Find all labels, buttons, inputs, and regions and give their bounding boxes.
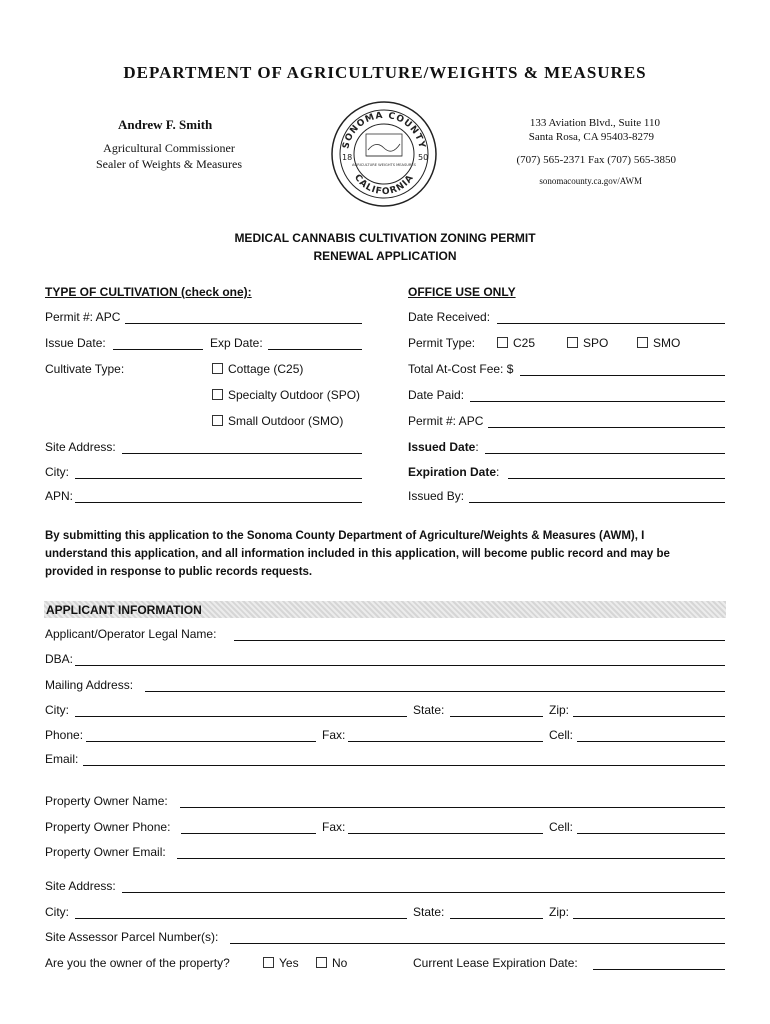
fee-field[interactable] xyxy=(520,375,725,376)
permit-number-label: Permit #: APC xyxy=(45,310,121,324)
lease-expiration-label: Current Lease Expiration Date: xyxy=(413,956,578,970)
checkbox-icon[interactable] xyxy=(637,337,648,348)
property-state-label: State: xyxy=(413,905,445,919)
permit-number-field[interactable] xyxy=(125,323,362,324)
issue-date-label: Issue Date: xyxy=(45,336,106,350)
dba-label: DBA: xyxy=(45,652,74,666)
permit-type-label: Permit Type: xyxy=(408,336,476,350)
applicant-state-field[interactable] xyxy=(450,716,543,717)
applicant-heading: APPLICANT INFORMATION xyxy=(46,603,202,617)
mailing-address-field[interactable] xyxy=(145,691,725,692)
owner-name-field[interactable] xyxy=(180,807,725,808)
owner-cell-field[interactable] xyxy=(577,833,725,834)
commissioner-role: Agricultural Commissioner xyxy=(103,141,235,155)
checkbox-icon[interactable] xyxy=(567,337,578,348)
issued-date-text: Issued Date xyxy=(408,440,476,454)
parcel-number-label: Site Assessor Parcel Number(s): xyxy=(45,930,219,944)
office-permit-field[interactable] xyxy=(488,427,725,428)
disclaimer-line-2: understand this application, and all information included in this application, will become public record and may be xyxy=(45,548,670,560)
owner-question-label: Are you the owner of the property? xyxy=(45,956,230,970)
checkbox-icon[interactable] xyxy=(263,957,274,968)
issued-date-label xyxy=(408,440,479,454)
seal-left-year: 18 xyxy=(342,153,353,162)
seal-top-text: SONOMA COUNTY xyxy=(341,110,427,150)
seal-right-year: 50 xyxy=(418,153,429,162)
owner-fax-field[interactable] xyxy=(348,833,543,834)
date-paid-field[interactable] xyxy=(470,401,725,402)
owner-phone-field[interactable] xyxy=(181,833,316,834)
applicant-city-label: City: xyxy=(45,703,69,717)
legal-name-field[interactable] xyxy=(234,640,725,641)
commissioner-name: Andrew F. Smith xyxy=(118,117,213,132)
svg-text:CALIFORNIA xyxy=(352,173,416,197)
city-label: City: xyxy=(45,465,69,479)
owner-email-field[interactable] xyxy=(177,858,725,859)
permit-type-smo-label: SMO xyxy=(653,336,681,350)
issued-date-field[interactable] xyxy=(485,453,725,454)
owner-no-label: No xyxy=(332,956,348,970)
legal-name-label: Applicant/Operator Legal Name: xyxy=(45,627,217,641)
owner-phone-label: Property Owner Phone: xyxy=(45,820,171,834)
property-city-field[interactable] xyxy=(75,918,407,919)
applicant-phone-field[interactable] xyxy=(86,741,316,742)
cultivation-heading: TYPE OF CULTIVATION (check one): xyxy=(45,285,252,299)
applicant-email-field[interactable] xyxy=(83,765,725,766)
office-use-heading: OFFICE USE ONLY xyxy=(408,285,516,299)
issue-date-field[interactable] xyxy=(113,349,203,350)
checkbox-icon[interactable] xyxy=(212,389,223,400)
option-small-outdoor-label: Small Outdoor (SMO) xyxy=(228,414,344,428)
seal-inner-text: AGRICULTURE WEIGHTS MEASURES xyxy=(352,163,416,167)
cultivate-type-label: Cultivate Type: xyxy=(45,362,125,376)
owner-yes-option[interactable] xyxy=(263,956,299,970)
permit-type-spo[interactable] xyxy=(567,336,608,350)
owner-fax-label: Fax: xyxy=(322,820,346,834)
date-received-label: Date Received: xyxy=(408,310,491,324)
applicant-fax-label: Fax: xyxy=(322,728,346,742)
issued-by-label: Issued By: xyxy=(408,489,465,503)
parcel-number-field[interactable] xyxy=(230,943,725,944)
property-site-address-field[interactable] xyxy=(122,892,725,893)
city-field[interactable] xyxy=(75,478,362,479)
applicant-email-label: Email: xyxy=(45,752,79,766)
form-subtitle: RENEWAL APPLICATION xyxy=(313,249,457,263)
apn-label: APN: xyxy=(45,489,74,503)
disclaimer-line-1: By submitting this application to the Sonoma County Department of Agriculture/Weights & Measures (AWM), I xyxy=(45,530,645,542)
issued-date-colon: : xyxy=(475,440,479,454)
applicant-phone-label: Phone: xyxy=(45,728,84,742)
site-address-field[interactable] xyxy=(122,453,362,454)
option-cottage[interactable] xyxy=(212,362,303,376)
permit-type-spo-label: SPO xyxy=(583,336,609,350)
exp-date-field[interactable] xyxy=(268,349,362,350)
checkbox-icon[interactable] xyxy=(316,957,327,968)
dba-field[interactable] xyxy=(75,665,725,666)
phone-fax: (707) 565-2371 Fax (707) 565-3850 xyxy=(516,154,676,166)
expiration-date-colon: : xyxy=(496,465,500,479)
address-line-2: Santa Rosa, CA 95403-8279 xyxy=(528,131,654,143)
owner-yes-label: Yes xyxy=(279,956,299,970)
option-specialty-outdoor-label: Specialty Outdoor (SPO) xyxy=(228,388,361,402)
owner-name-label: Property Owner Name: xyxy=(45,794,168,808)
lease-expiration-field[interactable] xyxy=(593,969,725,970)
expiration-date-label xyxy=(408,465,499,479)
owner-no-option[interactable] xyxy=(316,956,347,970)
option-small-outdoor[interactable] xyxy=(212,414,343,428)
property-zip-label: Zip: xyxy=(549,905,570,919)
svg-text:SONOMA COUNTY xyxy=(341,111,426,150)
site-address-label: Site Address: xyxy=(45,440,116,454)
sealer-role: Sealer of Weights & Measures xyxy=(95,157,243,171)
exp-date-label: Exp Date: xyxy=(210,336,263,350)
option-specialty-outdoor[interactable] xyxy=(212,388,360,402)
property-city-label: City: xyxy=(45,905,69,919)
applicant-cell-field[interactable] xyxy=(577,741,725,742)
applicant-cell-label: Cell: xyxy=(549,728,574,742)
applicant-city-field[interactable] xyxy=(75,716,407,717)
applicant-state-label: State: xyxy=(413,703,445,717)
property-state-field[interactable] xyxy=(450,918,543,919)
owner-cell-label: Cell: xyxy=(549,820,574,834)
applicant-zip-label: Zip: xyxy=(549,703,570,717)
date-paid-label: Date Paid: xyxy=(408,388,465,402)
date-received-field[interactable] xyxy=(497,323,725,324)
permit-type-smo[interactable] xyxy=(637,336,680,350)
owner-email-label: Property Owner Email: xyxy=(45,845,166,859)
issued-by-field[interactable] xyxy=(469,502,725,503)
checkbox-icon[interactable] xyxy=(497,337,508,348)
property-site-address-label: Site Address: xyxy=(45,879,116,893)
applicant-fax-field[interactable] xyxy=(348,741,543,742)
form-title: MEDICAL CANNABIS CULTIVATION ZONING PERMIT xyxy=(234,231,536,245)
website: sonomacounty.ca.gov/AWM xyxy=(539,176,642,186)
permit-type-c25[interactable] xyxy=(497,336,535,350)
fee-label: Total At-Cost Fee: $ xyxy=(408,362,514,376)
checkbox-icon[interactable] xyxy=(212,415,223,426)
permit-type-c25-label: C25 xyxy=(513,336,536,350)
option-cottage-label: Cottage (C25) xyxy=(228,362,304,376)
property-zip-field[interactable] xyxy=(573,918,725,919)
address-line-1: 133 Aviation Blvd., Suite 110 xyxy=(529,117,660,129)
page-title: DEPARTMENT OF AGRICULTURE/WEIGHTS & MEASURES xyxy=(123,63,647,82)
seal-bottom-text: CALIFORNIA xyxy=(351,172,417,198)
apn-field[interactable] xyxy=(75,502,362,503)
applicant-zip-field[interactable] xyxy=(573,716,725,717)
county-seal xyxy=(330,100,438,208)
checkbox-icon[interactable] xyxy=(212,363,223,374)
disclaimer-line-3: provided in response to public records requests. xyxy=(45,566,313,578)
expiration-date-field[interactable] xyxy=(508,478,725,479)
office-permit-label: Permit #: APC xyxy=(408,414,484,428)
expiration-date-text: Expiration Date xyxy=(408,465,497,479)
mailing-address-label: Mailing Address: xyxy=(45,678,134,692)
